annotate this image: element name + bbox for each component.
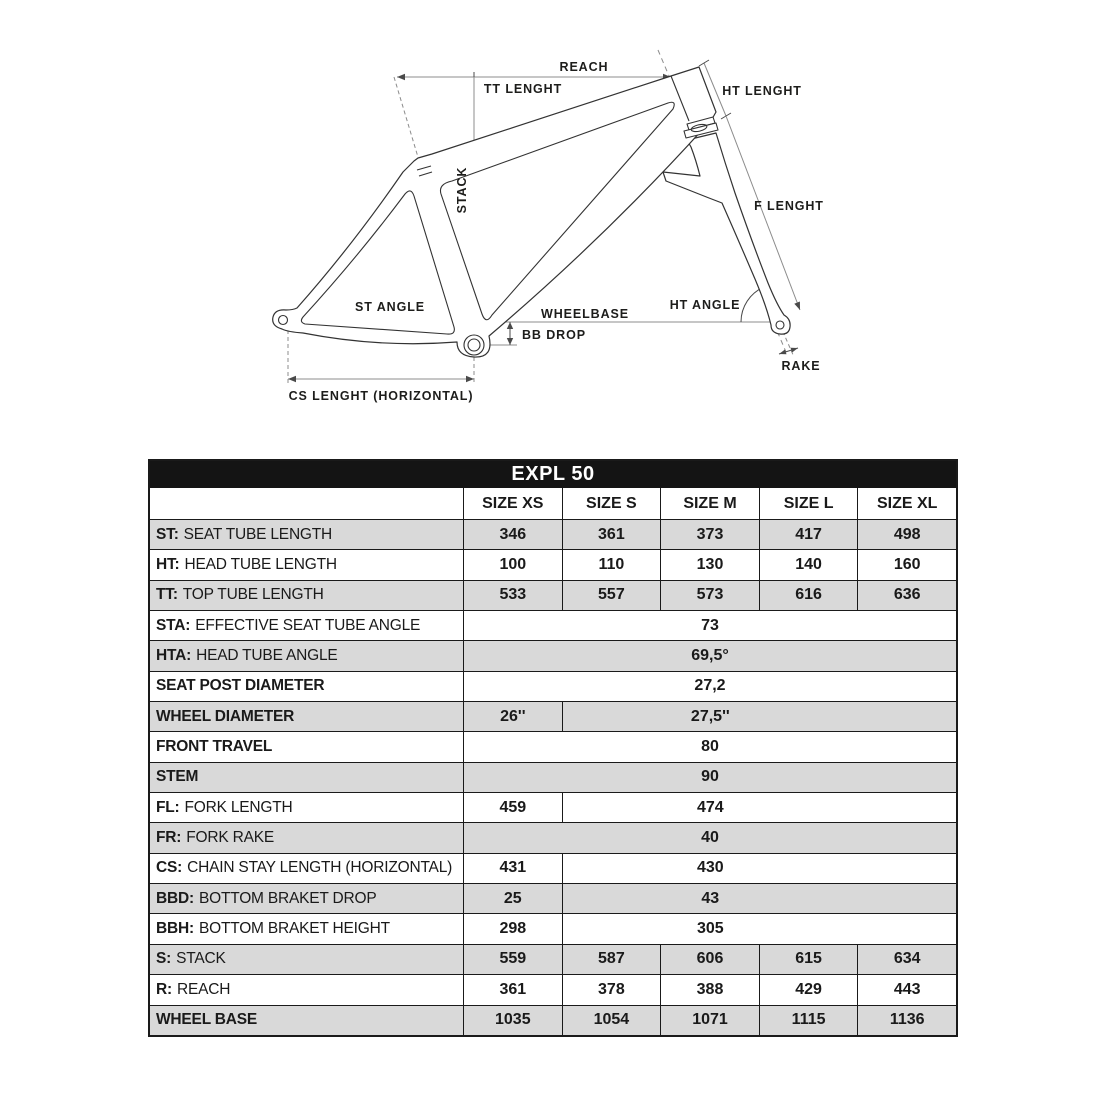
cell-value: 474 <box>562 793 956 822</box>
row-label-prefix: FL: <box>156 798 180 816</box>
table-row <box>150 853 956 883</box>
row-label-description: BOTTOM BRAKET HEIGHT <box>198 920 390 938</box>
table-row <box>150 1005 956 1035</box>
label-wheelbase: WHEELBASE <box>541 307 629 321</box>
row-label <box>150 793 463 822</box>
cell-value: 373 <box>660 520 759 549</box>
row-label-prefix: SEAT POST DIAMETER <box>156 677 325 695</box>
row-label-prefix: FR: <box>156 829 182 847</box>
table-row <box>150 701 956 731</box>
cell-value: 25 <box>463 884 562 913</box>
label-cs-length: CS LENGHT (HORIZONTAL) <box>288 389 474 403</box>
row-label-prefix: WHEEL BASE <box>156 1011 258 1029</box>
cell-value: 459 <box>463 793 562 822</box>
cell-value: 298 <box>463 914 562 943</box>
row-label-description: STACK <box>176 950 226 968</box>
cell-value: 1136 <box>857 1006 956 1035</box>
row-label <box>150 1006 463 1035</box>
row-label <box>150 520 463 549</box>
frame-drawing <box>273 67 718 357</box>
table-row <box>150 913 956 943</box>
cell-value: 90 <box>463 763 956 792</box>
row-label <box>150 550 463 579</box>
row-label <box>150 763 463 792</box>
cell-value: 40 <box>463 823 956 852</box>
table-row <box>150 762 956 792</box>
table-row <box>150 883 956 913</box>
rear-dropout-eyelet <box>279 316 288 325</box>
row-label-prefix: STEM <box>156 768 199 786</box>
row-label-description: TOP TUBE LENGTH <box>182 586 324 604</box>
row-label-prefix: ST: <box>156 525 179 543</box>
row-label <box>150 823 463 852</box>
cell-value: 100 <box>463 550 562 579</box>
cell-value: 27,5'' <box>562 702 956 731</box>
row-label <box>150 581 463 610</box>
table-title: EXPL 50 <box>150 461 956 488</box>
header-empty-cell <box>150 488 463 519</box>
table-row <box>150 974 956 1004</box>
cell-value: 429 <box>759 975 858 1004</box>
table-row <box>150 822 956 852</box>
cell-value: 587 <box>562 945 661 974</box>
row-label <box>150 672 463 701</box>
cell-value: 1115 <box>759 1006 858 1035</box>
table-body <box>150 519 956 1035</box>
row-label-prefix: FRONT TRAVEL <box>156 738 273 756</box>
row-label-prefix: TT: <box>156 586 178 604</box>
label-bb-drop: BB DROP <box>522 328 586 342</box>
row-label-description: FORK RAKE <box>186 829 275 847</box>
cell-value: 557 <box>562 581 661 610</box>
row-label <box>150 732 463 761</box>
cell-value: 378 <box>562 975 661 1004</box>
label-tt-length: TT LENGHT <box>483 82 563 96</box>
cell-value: 110 <box>562 550 661 579</box>
row-label <box>150 702 463 731</box>
label-stack: STACK <box>455 166 469 214</box>
cell-value: 1071 <box>660 1006 759 1035</box>
header-size-cell: SIZE M <box>660 488 759 519</box>
cell-value: 417 <box>759 520 858 549</box>
header-size-cell: SIZE XL <box>857 488 956 519</box>
cell-value: 305 <box>562 914 956 943</box>
label-st-angle: ST ANGLE <box>355 300 425 314</box>
cell-value: 130 <box>660 550 759 579</box>
cell-value: 73 <box>463 611 956 640</box>
cell-value: 1054 <box>562 1006 661 1035</box>
row-label <box>150 945 463 974</box>
row-label-description: HEAD TUBE LENGTH <box>184 556 337 574</box>
cell-value: 1035 <box>463 1006 562 1035</box>
row-label-prefix: HTA: <box>156 647 192 665</box>
row-label-description: REACH <box>176 980 231 998</box>
cell-value: 430 <box>562 854 956 883</box>
table-row <box>150 610 956 640</box>
bottom-bracket-shell <box>464 335 484 355</box>
table-row <box>150 671 956 701</box>
table-row <box>150 549 956 579</box>
cell-value: 361 <box>562 520 661 549</box>
cell-value: 80 <box>463 732 956 761</box>
row-label-description: FORK LENGTH <box>184 798 293 816</box>
label-rake: RAKE <box>781 359 821 373</box>
table-row <box>150 944 956 974</box>
label-f-length: F LENGHT <box>754 199 824 213</box>
row-label <box>150 854 463 883</box>
cell-value: 27,2 <box>463 672 956 701</box>
header-size-cell: SIZE S <box>562 488 661 519</box>
cell-value: 636 <box>857 581 956 610</box>
cell-value: 431 <box>463 854 562 883</box>
row-label-prefix: HT: <box>156 556 180 574</box>
cell-value: 606 <box>660 945 759 974</box>
row-label <box>150 914 463 943</box>
geometry-table <box>148 459 958 1037</box>
label-reach: REACH <box>559 60 609 74</box>
cell-value: 615 <box>759 945 858 974</box>
cell-value: 26'' <box>463 702 562 731</box>
row-label-prefix: BBH: <box>156 920 194 938</box>
row-label-prefix: CS: <box>156 859 183 877</box>
cell-value: 361 <box>463 975 562 1004</box>
row-label <box>150 641 463 670</box>
bike-geometry-diagram <box>0 0 1100 450</box>
row-label-description: EFFECTIVE SEAT TUBE ANGLE <box>195 616 421 634</box>
table-header-row <box>150 488 956 519</box>
cell-value: 69,5° <box>463 641 956 670</box>
cell-value: 346 <box>463 520 562 549</box>
cell-value: 616 <box>759 581 858 610</box>
header-size-cell: SIZE L <box>759 488 858 519</box>
row-label-prefix: STA: <box>156 616 191 634</box>
row-label-prefix: WHEEL DIAMETER <box>156 707 295 725</box>
row-label-description: CHAIN STAY LENGTH (HORIZONTAL) <box>187 859 453 877</box>
row-label-prefix: BBD: <box>156 889 194 907</box>
row-label <box>150 884 463 913</box>
table-row <box>150 640 956 670</box>
table-row <box>150 792 956 822</box>
row-label-prefix: R: <box>156 980 172 998</box>
cell-value: 634 <box>857 945 956 974</box>
header-size-cell: SIZE XS <box>463 488 562 519</box>
table-row <box>150 519 956 549</box>
row-label <box>150 975 463 1004</box>
cell-value: 573 <box>660 581 759 610</box>
row-label-description: SEAT TUBE LENGTH <box>183 525 333 543</box>
label-ht-angle: HT ANGLE <box>669 298 741 312</box>
row-label <box>150 611 463 640</box>
cell-value: 443 <box>857 975 956 1004</box>
cell-value: 559 <box>463 945 562 974</box>
cell-value: 140 <box>759 550 858 579</box>
cell-value: 160 <box>857 550 956 579</box>
row-label-description: HEAD TUBE ANGLE <box>196 647 338 665</box>
cell-value: 533 <box>463 581 562 610</box>
cell-value: 498 <box>857 520 956 549</box>
row-label-description: BOTTOM BRAKET DROP <box>198 889 377 907</box>
table-row <box>150 580 956 610</box>
table-row <box>150 731 956 761</box>
label-ht-length: HT LENGHT <box>722 84 802 98</box>
row-label-prefix: S: <box>156 950 172 968</box>
cell-value: 388 <box>660 975 759 1004</box>
cell-value: 43 <box>562 884 956 913</box>
